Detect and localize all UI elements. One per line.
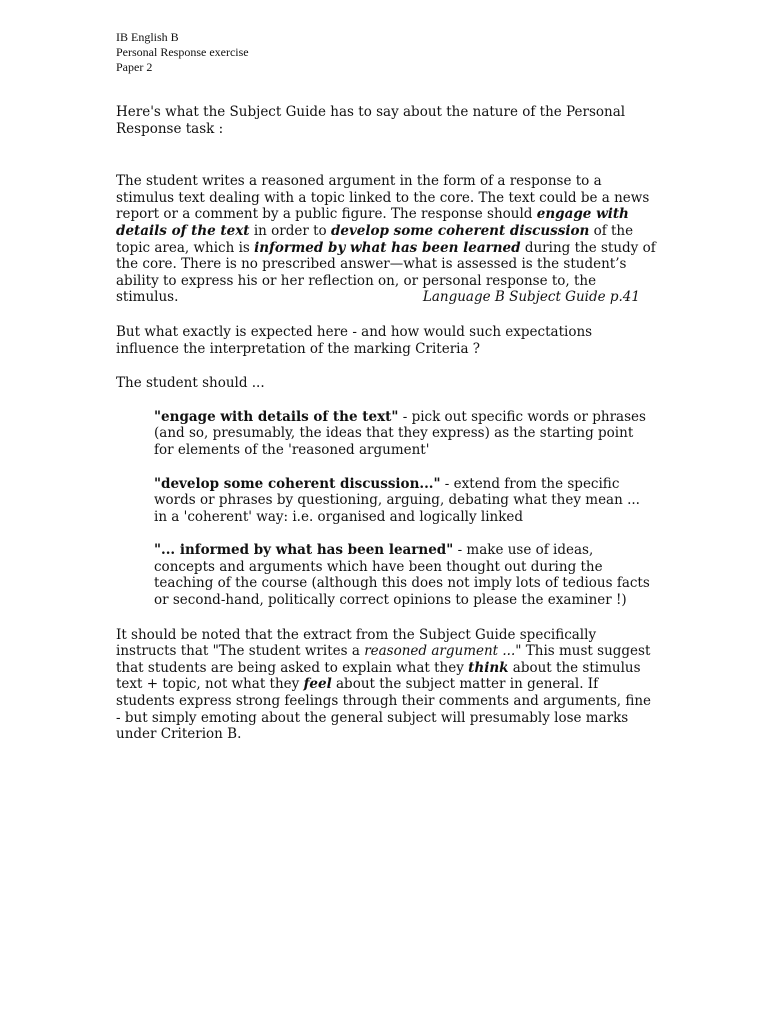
intro-paragraph: Here's what the Subject Guide has to say about the nature of the Personal Response task : (116, 104, 626, 137)
expectation-list (154, 409, 656, 609)
quote-text: in order to (249, 222, 331, 239)
quote-text: of the topic area, which is (116, 222, 634, 256)
document-page (116, 30, 656, 743)
expectation-term: "engage with details of the text" (154, 408, 399, 425)
quote-emphasis: informed by what has been learned (254, 239, 521, 256)
expectation-description: - extend from the specific words or phrases by questioning, arguing, debating what they mean ... in a 'coherent' way: i.e. organised and logically linked (154, 475, 640, 525)
conclusion-text: about the stimulus text + topic, not what they (116, 659, 641, 693)
expectation-description: - pick out specific words or phrases (and so, presumably, the ideas that they express) as the starting point for elements of the 'reasoned argument' (154, 408, 646, 458)
expectation-item (154, 542, 656, 608)
expectation-term: "develop some coherent discussion..." (154, 475, 441, 492)
expectation-description: - make use of ideas, concepts and arguments which have been thought out during the teaching of the course (although this does not imply lots of tedious facts or second-hand, politically correct opinions to please the examiner !) (154, 542, 650, 609)
document-header (116, 30, 656, 75)
conclusion-text: about the subject matter in general. If students express strong feelings through their comments and arguments, fine - but simply emoting about the general subject will presumably lose marks under Criterion B. (116, 676, 652, 743)
conclusion-text: It should be noted that the extract from the Subject Guide specifically instructs that "The student writes a (116, 626, 597, 660)
quote-emphasis: engage with details of the text (116, 206, 629, 239)
expectation-term: "... informed by what has been learned" (154, 542, 454, 559)
course-title: IB English B (116, 30, 179, 44)
subject-guide-quote (116, 173, 656, 306)
student-should-label: The student should ... (116, 375, 265, 392)
conclusion-paragraph (116, 627, 656, 743)
quote-emphasis: develop some coherent discussion (330, 222, 590, 239)
expectation-item (154, 409, 656, 459)
quote-text: The student writes a reasoned argument in the form of a response to a stimulus text dealing with a topic linked to the core. The text could be a news report or a comment by a public figure. The response should (116, 173, 650, 223)
conclusion-emphasis: reasoned argument ... (364, 643, 516, 660)
paper-label: Paper 2 (116, 60, 153, 74)
conclusion-emphasis: think (468, 659, 509, 676)
quote-source: Language B Subject Guide p.41 (422, 289, 640, 306)
exercise-title: Personal Response exercise (116, 45, 249, 59)
expectation-item (154, 476, 656, 526)
conclusion-emphasis: feel (303, 676, 332, 693)
question-paragraph: But what exactly is expected here - and how would such expectations influence the interpretation of the marking Criteria ? (116, 323, 593, 357)
conclusion-text: " This must suggest that students are being asked to explain what they (116, 643, 651, 676)
quote-text: during the study of the core. There is no prescribed answer—what is assessed is the student’s ability to express his or her reflection on, or personal response to, the stimulus. (116, 239, 656, 306)
